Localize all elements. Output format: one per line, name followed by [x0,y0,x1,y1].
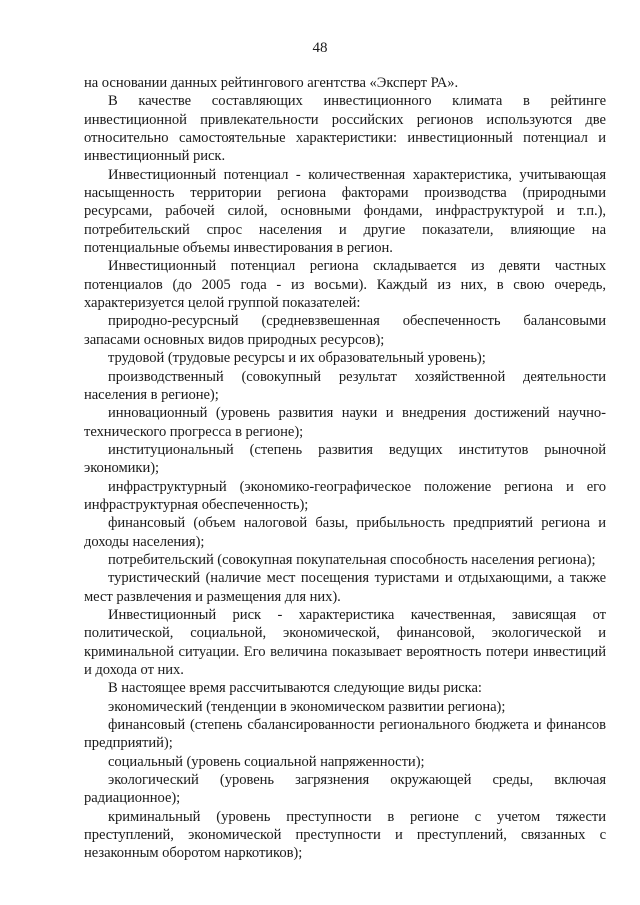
list-item-labor: трудовой (трудовые ресурсы и их образовательный уровень); [108,350,486,367]
list-item-innovation: инновационный (уровень развития науки и внедрения достижений научно-технического прогресса в регионе); [84,405,606,440]
paragraph-climate-components: В качестве составляющих инвестиционного климата в рейтинге инвестиционной привлекательности российских регионов используются две относительно самостоятельные характеристики: инвестиционный потенциал и инвестиционный риск. [84,93,606,165]
list-item-tourist: туристический (наличие мест посещения туристами и отдыхающими, а также мест развлечения и размещения для них). [84,570,606,605]
list-item-consumer: потребительский (совокупная покупательная способность населения региона); [108,551,596,568]
paragraph-risk-types-intro: В настоящее время рассчитываются следующие виды риска: [108,680,482,697]
list-item-natural-resource: природно-ресурсный (средневзвешенная обеспеченность балансовыми запасами основных видов природных ресурсов); [84,313,606,348]
list-item-risk-criminal: криминальный (уровень преступности в регионе с учетом тяжести преступлений, экономической преступности и преступлений, связанных с незаконным оборотом наркотиков); [84,808,606,862]
list-item-risk-social: социальный (уровень социальной напряженности); [108,753,425,770]
paragraph-potential-structure: Инвестиционный потенциал региона складывается из девяти частных потенциалов (до 2005 года - из восьми). Каждый из них, в свою очередь, характеризуется целой группой показателей: [84,258,606,312]
list-item-production: производственный (совокупный результат хозяйственной деятельности населения в регионе); [84,368,606,403]
paragraph-potential-definition: Инвестиционный потенциал - количественная характеристика, учитывающая насыщенность территории региона факторами производства (природными ресурсами, рабочей силой, основными фондами, инфраструктурой и т.п.), потребительский спрос населения и другие показатели, влияющие на потенциальные объемы инвестирования в регион. [84,166,606,257]
list-item-infrastructure: инфраструктурный (экономико-географическое положение региона и его инфраструктурная обеспеченность); [84,478,606,513]
list-item-institutional: институциональный (степень развития ведущих институтов рыночной экономики); [84,441,606,477]
document-body [84,74,606,863]
paragraph-source-note: на основании данных рейтингового агентства «Эксперт РА». [84,75,459,91]
list-item-financial: финансовый (объем налоговой базы, прибыльность предприятий региона и доходы населения); [84,515,606,550]
list-item-risk-economic: экономический (тенденции в экономическом развитии региона); [108,698,506,715]
list-item-risk-ecological: экологический (уровень загрязнения окружающей среды, включая радиационное); [84,772,606,807]
paragraph-risk-definition: Инвестиционный риск - характеристика качественная, зависящая от политической, социальной, экономической, финансовой, экологической и криминальной ситуации. Его величина показывает вероятность потери инвестиций и дохода от них. [84,606,606,678]
page-number: 48 [312,40,328,56]
list-item-risk-financial: финансовый (степень сбалансированности регионального бюджета и финансов предприятий); [84,717,606,752]
